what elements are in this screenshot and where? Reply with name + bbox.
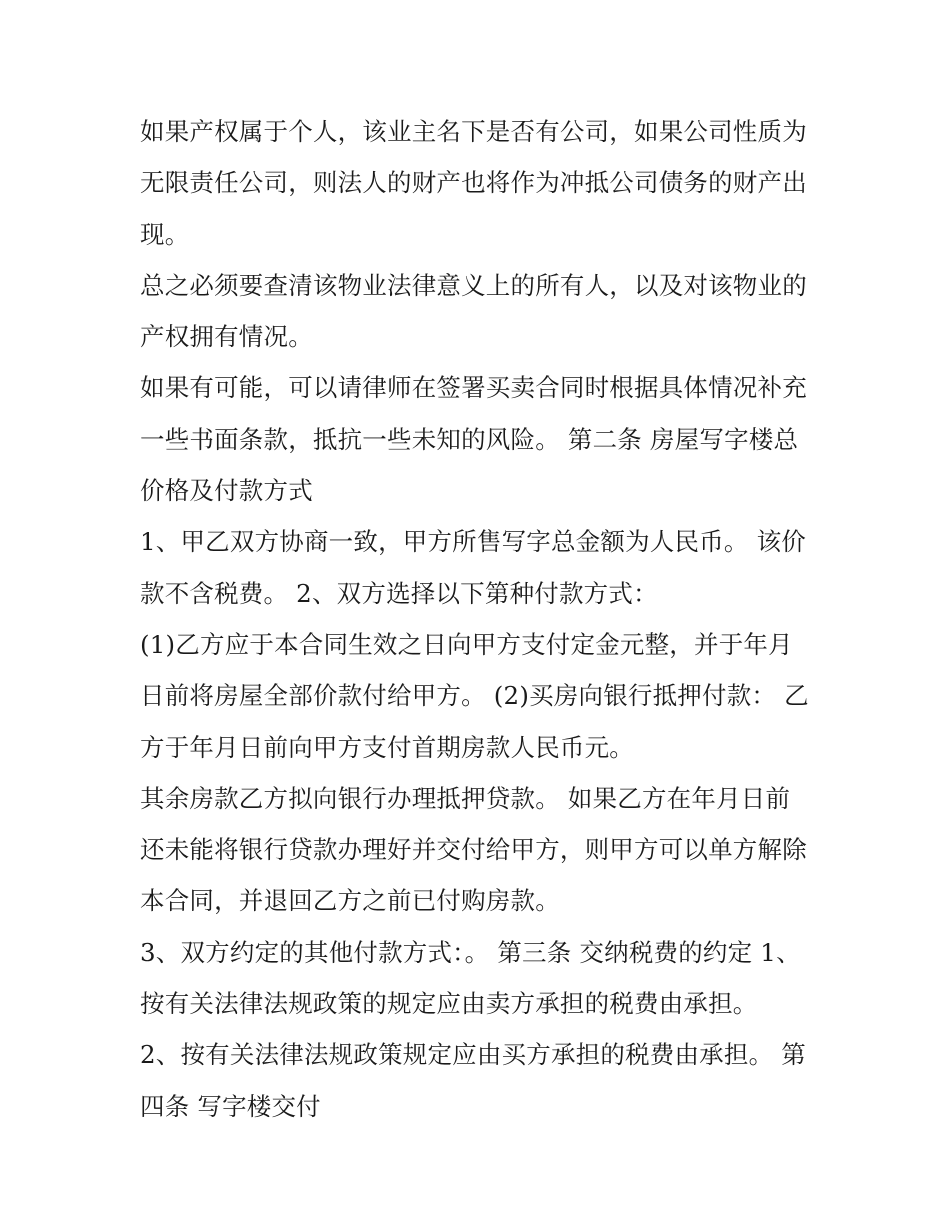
text-line: (1)乙方应于本合同生效之日向甲方支付定金元整，并于年月	[140, 629, 793, 659]
text-line: 产权拥有情况。	[140, 322, 313, 352]
paragraph-payment-options	[140, 619, 820, 773]
text-line: 日前将房屋全部价款付给甲方。 (2)买房向银行抵押付款： 乙	[140, 681, 809, 711]
paragraph-lawyer-clauses	[140, 362, 820, 516]
text-line: 如果有可能，可以请律师在签署买卖合同时根据具体情况补充	[140, 373, 807, 403]
paragraph-mortgage-loan	[140, 773, 820, 927]
text-line: 按有关法律法规政策的规定应由卖方承担的税费由承担。	[140, 989, 758, 1019]
paragraph-taxes-seller	[140, 927, 820, 1030]
text-line: 1、甲乙双方协商一致，甲方所售写字总金额为人民币。 该价	[140, 527, 806, 557]
text-line: 2、按有关法律法规政策规定应由买方承担的税费由承担。 第	[140, 1040, 806, 1070]
document-page	[140, 106, 820, 1132]
text-line: 其余房款乙方拟向银行办理抵押贷款。 如果乙方在年月日前	[140, 783, 791, 813]
text-line: 如果产权属于个人，该业主名下是否有公司，如果公司性质为	[140, 117, 807, 146]
paragraph-verify-owner	[140, 260, 820, 363]
paragraph-property-ownership	[140, 106, 820, 260]
text-line: 一些书面条款，抵抗一些未知的风险。 第二条 房屋写字楼总	[140, 424, 799, 454]
text-line: 方于年月日前向甲方支付首期房款人民币元。	[140, 732, 634, 762]
text-line: 还未能将银行贷款办理好并交付给甲方，则甲方可以单方解除	[140, 835, 807, 865]
text-line: 3、双方约定的其他付款方式：。 第三条 交纳税费的约定 1、	[140, 937, 801, 967]
text-line: 四条 写字楼交付	[140, 1091, 321, 1121]
text-line: 价格及付款方式	[140, 476, 313, 506]
text-line: 款不含税费。 2、双方选择以下第种付款方式：	[140, 578, 658, 608]
paragraph-taxes-buyer	[140, 1029, 820, 1132]
text-line: 无限责任公司，则法人的财产也将作为冲抵公司债务的财产出	[140, 168, 807, 198]
text-line: 现。	[140, 219, 190, 249]
text-line: 总之必须要查清该物业法律意义上的所有人，以及对该物业的	[140, 270, 807, 300]
text-line: 本合同，并退回乙方之前已付购房款。	[140, 886, 560, 916]
paragraph-total-price	[140, 516, 820, 619]
